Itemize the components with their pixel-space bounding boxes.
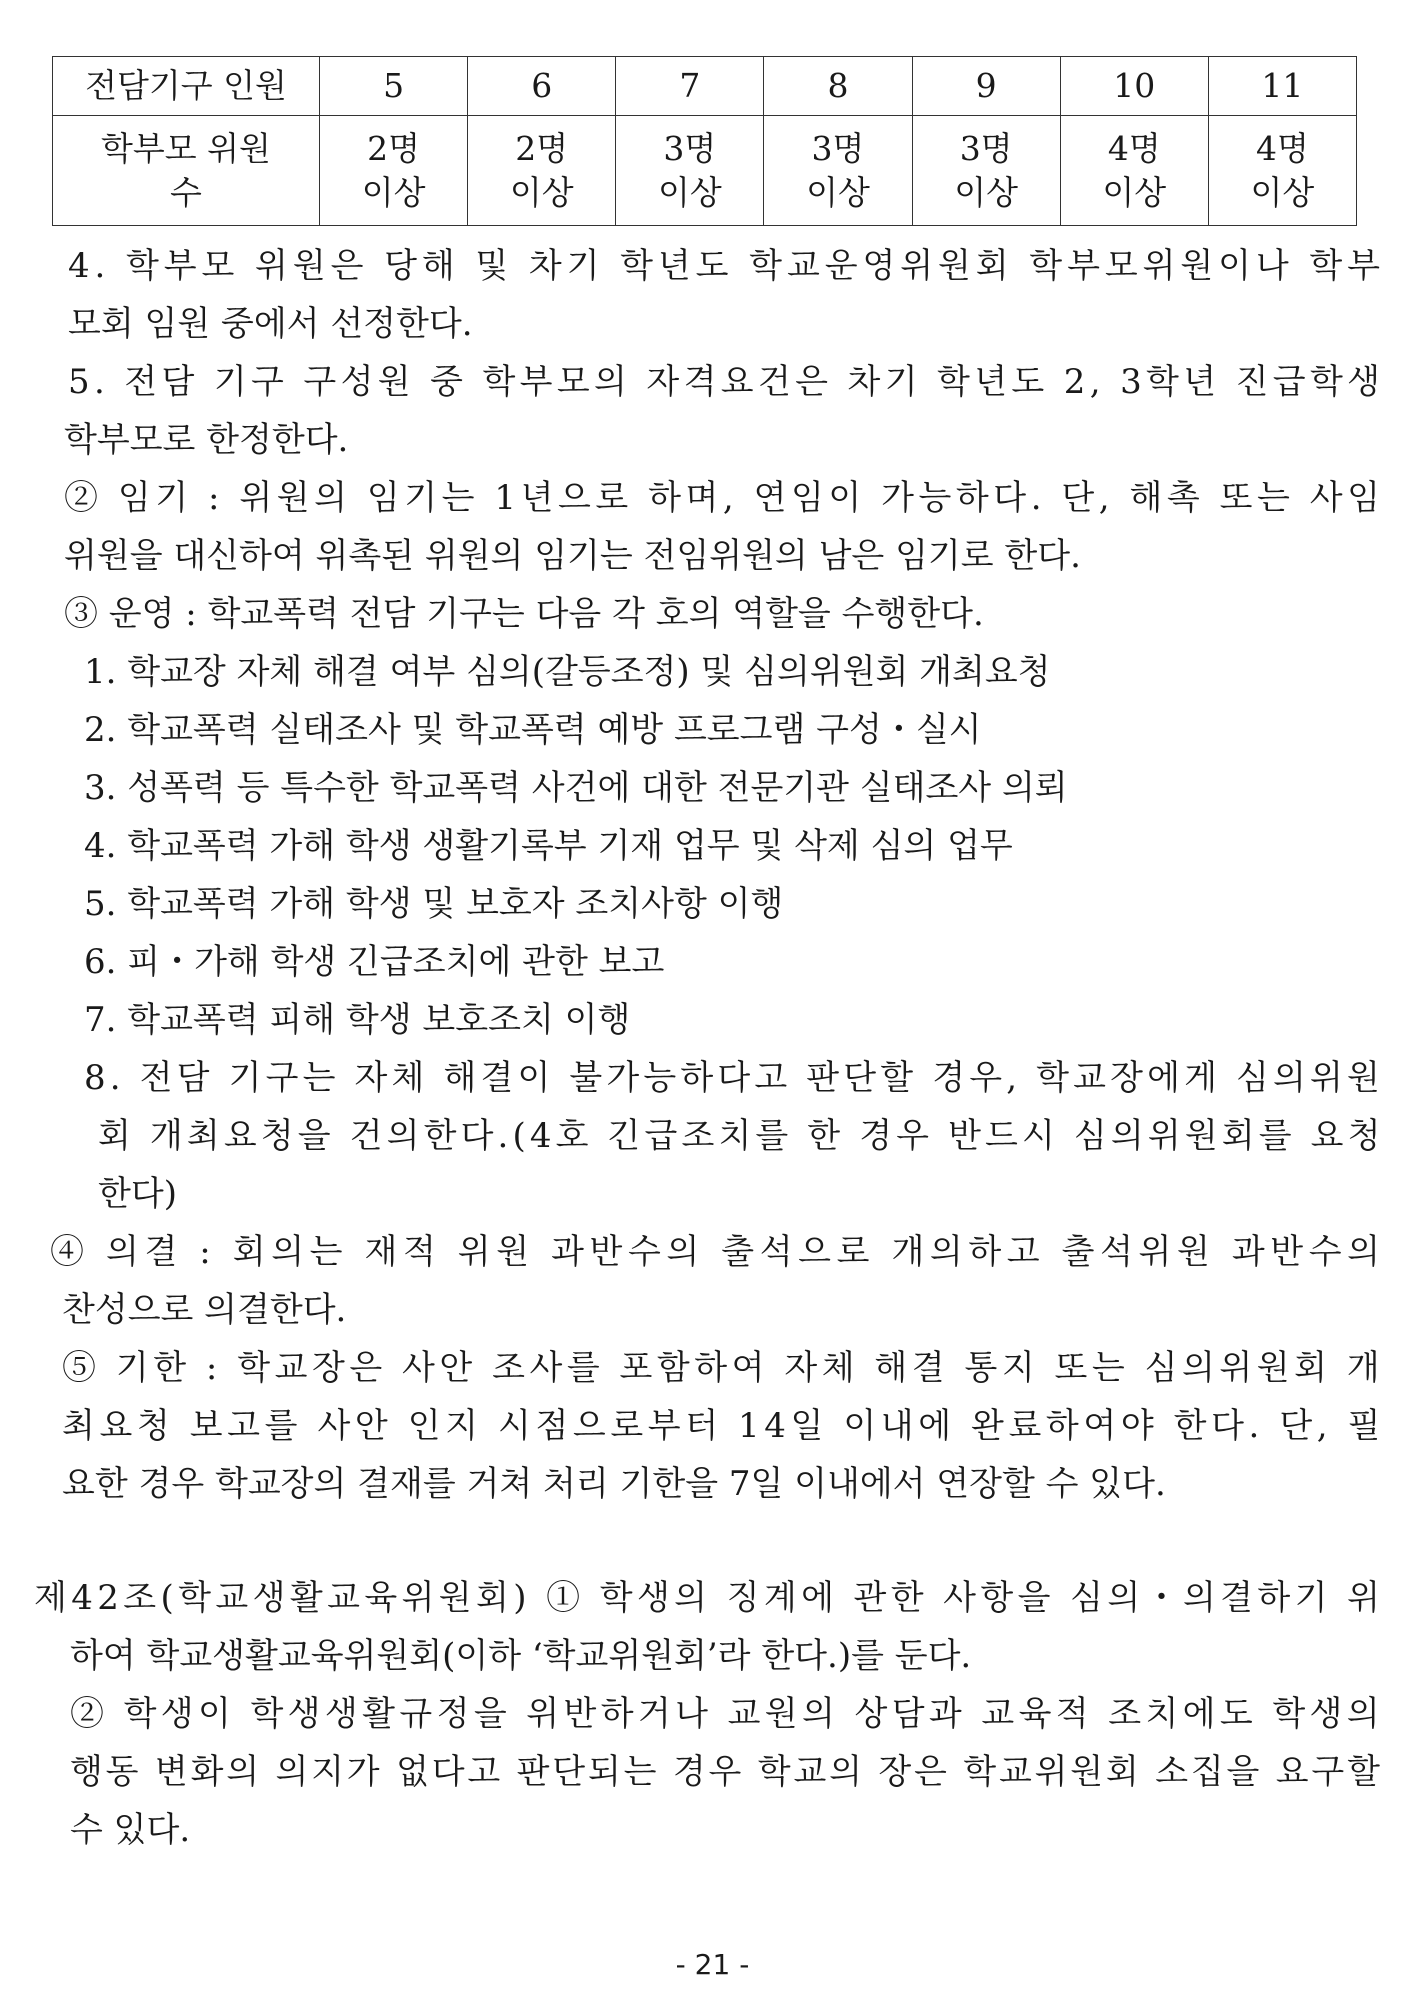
text-line: ② 학생이 학생생활규정을 위반하거나 교원의 상담과 교육적 조치에도 학생의 [70,1694,1385,1734]
cell-line: 이상 [509,172,574,212]
text-line: 행동 변화의 의지가 없다고 판단되는 경우 학교의 장은 학교위원회 소집을 요구할 [70,1752,1383,1792]
table-row [53,116,1357,226]
table-cell: 10 [1060,57,1208,116]
text-line: 8. 전담 기구는 자체 해결이 불가능하다고 판단할 경우, 학교장에게 심의위원 [84,1058,1384,1098]
table-cell: 9 [912,57,1060,116]
cell-line: 3명 [663,128,717,168]
text-line: 모회 임원 중에서 선정한다. [68,304,473,344]
row-label-line: 수 [170,172,202,212]
text-line: 7. 학교폭력 피해 학생 보호조치 이행 [84,1000,631,1040]
table-cell: 8 [764,57,912,116]
cell-line: 이상 [1102,172,1167,212]
text-line: 2. 학교폭력 실태조사 및 학교폭력 예방 프로그램 구성・실시 [84,710,982,750]
table-row [53,57,1357,116]
text-line: 하여 학교생활교육위원회(이하 ‘학교위원회’라 한다.)를 둔다. [70,1636,972,1676]
text-line: 위원을 대신하여 위촉된 위원의 임기는 전임위원의 남은 임기로 한다. [64,536,1081,576]
cell-line: 3명 [811,128,865,168]
row-label: 전담기구 인원 [53,57,320,116]
text-line: 요한 경우 학교장의 결재를 거쳐 처리 기한을 7일 이내에서 연장할 수 있다. [62,1464,1166,1504]
row-label [53,116,320,226]
cell-line: 이상 [954,172,1019,212]
text-line: 수 있다. [70,1810,191,1850]
cell-line: 이상 [1250,172,1315,212]
text-line: ③ 운영 : 학교폭력 전담 기구는 다음 각 호의 역할을 수행한다. [64,594,984,634]
table-cell [616,116,764,226]
row-label-line: 학부모 위원 [101,128,271,168]
cell-line: 4명 [1107,128,1161,168]
text-line: 찬성으로 의결한다. [62,1290,347,1330]
text-line: ② 임기 : 위원의 임기는 1년으로 하며, 연임이 가능하다. 단, 해촉 또는 사임 [64,478,1385,518]
text-line: 3. 성폭력 등 특수한 학교폭력 사건에 대한 전문기관 실태조사 의뢰 [84,768,1068,808]
text-line: 회 개최요청을 건의한다.(4호 긴급조치를 한 경우 반드시 심의위원회를 요청 [98,1116,1385,1156]
text-line: 최요청 보고를 사안 인지 시점으로부터 14일 이내에 완료하여야 한다. 단, 필 [62,1406,1386,1446]
table-cell [912,116,1060,226]
staff-ratio-table [52,56,1357,226]
table-cell: 7 [616,57,764,116]
cell-line: 2명 [367,128,420,168]
text-line: 학부모로 한정한다. [64,420,349,460]
table-cell [1060,116,1208,226]
text-line: 5. 전담 기구 구성원 중 학부모의 자격요건은 차기 학년도 2, 3학년 진급학생 [68,362,1385,402]
cell-line: 이상 [361,172,426,212]
table-cell [468,116,616,226]
article-heading-line: 제42조(학교생활교육위원회) ① 학생의 징계에 관한 사항을 심의・의결하기 위 [34,1578,1385,1618]
text-line: ⑤ 기한 : 학교장은 사안 조사를 포함하여 자체 해결 통지 또는 심의위원회 개 [62,1348,1385,1388]
text-line: 4. 학부모 위원은 당해 및 차기 학년도 학교운영위원회 학부모위원이나 학부 [68,246,1385,286]
table-cell [320,116,468,226]
cell-line: 4명 [1255,128,1309,168]
cell-line: 2명 [515,128,569,168]
text-line: 6. 피・가해 학생 긴급조치에 관한 보고 [84,942,665,982]
cell-line: 3명 [959,128,1013,168]
cell-line: 이상 [657,172,722,212]
text-line: 한다) [98,1174,177,1214]
table-cell [1208,116,1356,226]
text-line: ④ 의결 : 회의는 재적 위원 과반수의 출석으로 개의하고 출석위원 과반수의 [50,1232,1386,1272]
table-cell: 11 [1208,57,1356,116]
page-number: - 21 - [675,1948,750,1981]
text-line: 4. 학교폭력 가해 학생 생활기록부 기재 업무 및 삭제 심의 업무 [84,826,1013,866]
text-line: 5. 학교폭력 가해 학생 및 보호자 조치사항 이행 [84,884,784,924]
cell-line: 이상 [806,172,870,212]
text-line: 1. 학교장 자체 해결 여부 심의(갈등조정) 및 심의위원회 개최요청 [84,652,1051,692]
table-cell: 6 [468,57,616,116]
table-cell [764,116,912,226]
table-cell: 5 [320,57,468,116]
